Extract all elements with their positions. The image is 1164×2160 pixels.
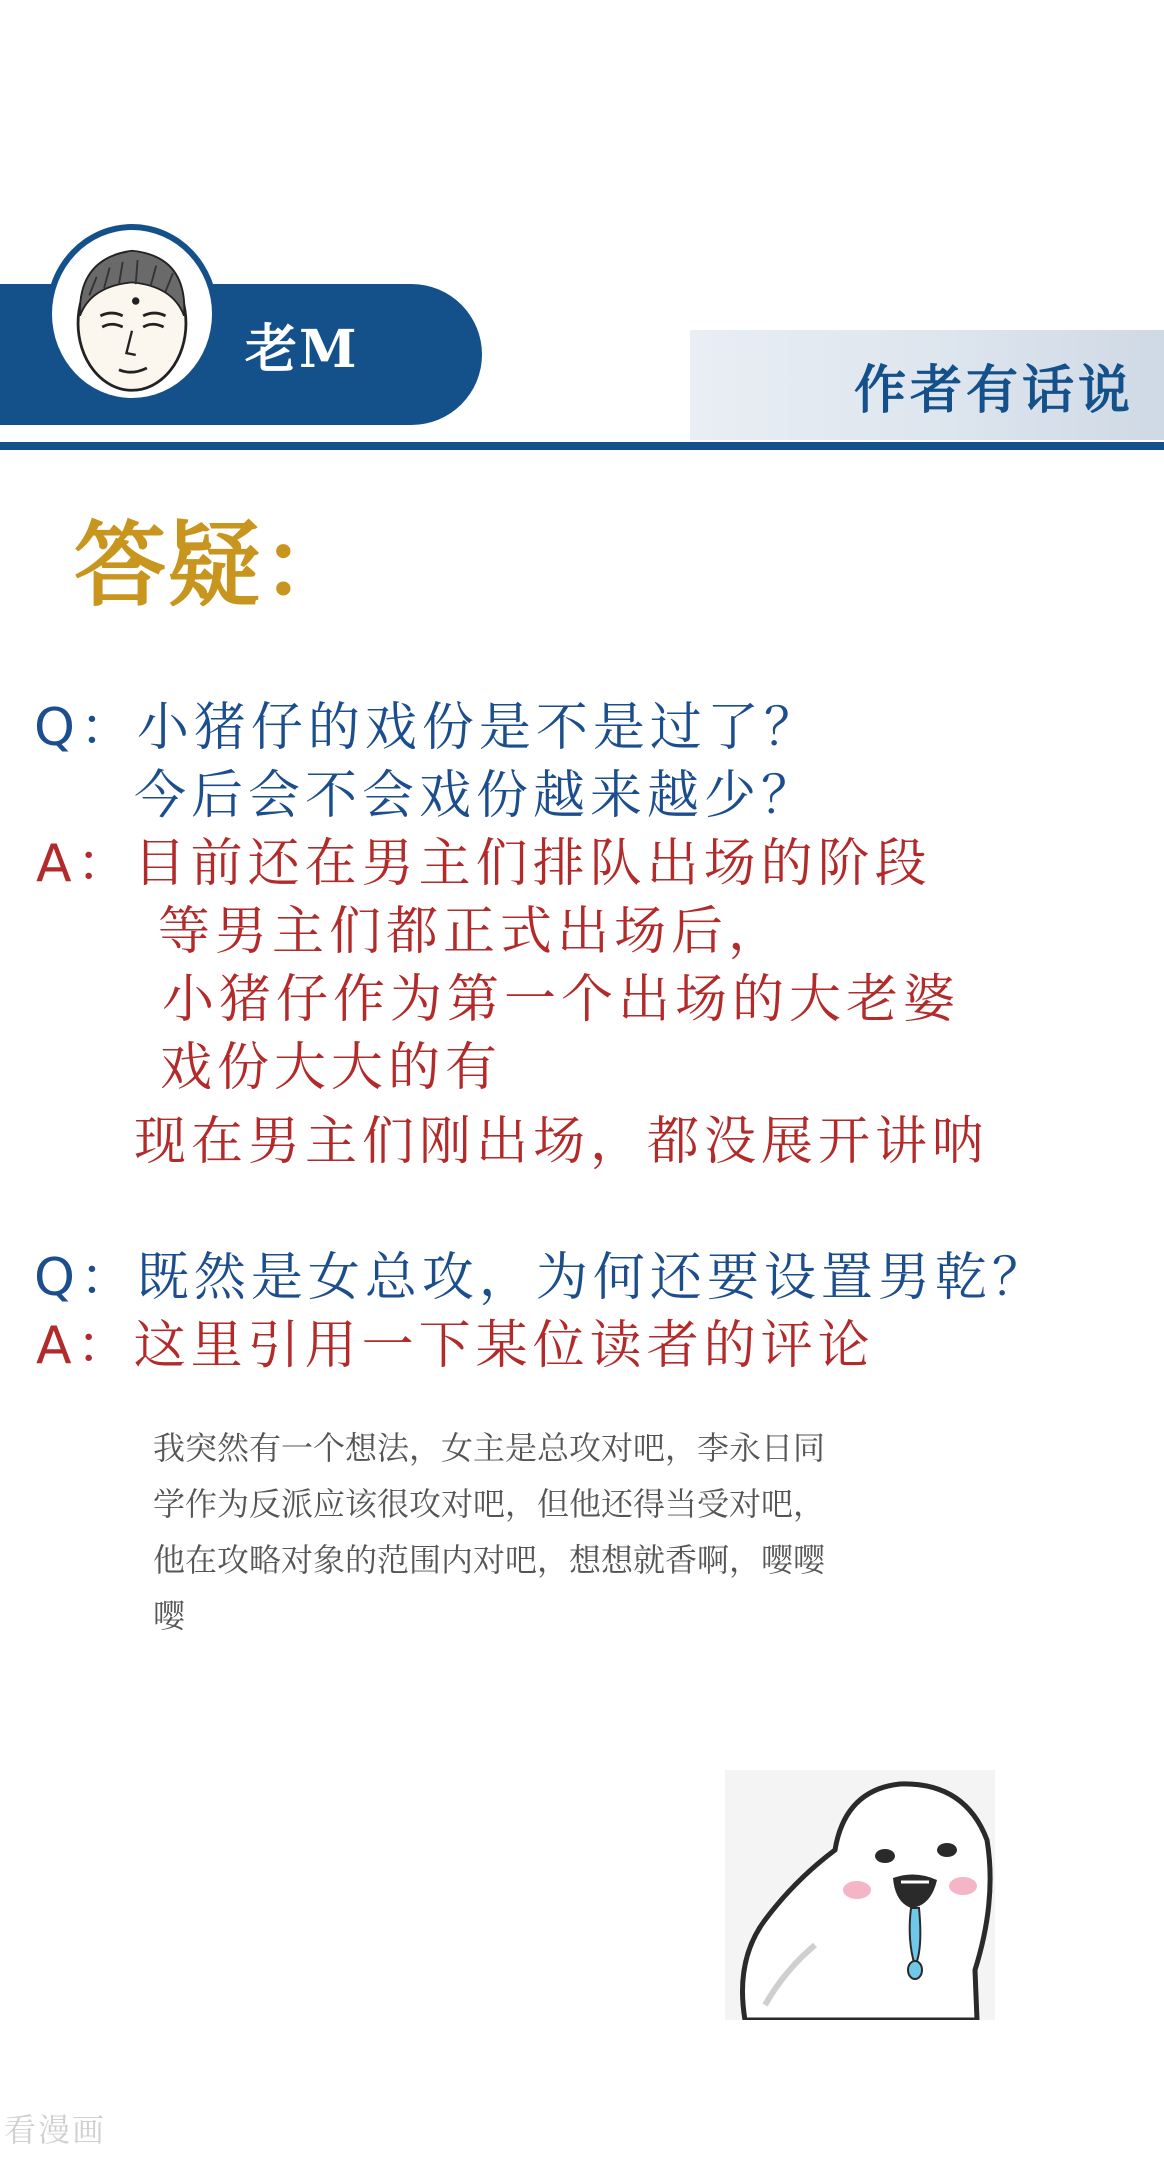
monk-face-avatar-icon	[52, 230, 212, 398]
comment-line: 嘤	[153, 1597, 186, 1635]
quoted-reader-comment	[153, 1420, 963, 1644]
header-label: 作者有话说	[853, 360, 1134, 421]
answer-2-line-1: A：这里引用一下某位读者的评论	[36, 1316, 875, 1376]
question-2-line-1: Q：既然是女总攻，为何还要设置男乾？	[34, 1248, 1049, 1308]
author-avatar	[46, 224, 218, 404]
answer-1-line-1: A：目前还在男主们排队出场的阶段	[36, 834, 932, 894]
header-divider	[0, 442, 1164, 450]
question-1-line-2: 今后会不会戏份越来越少？	[134, 766, 819, 826]
drooling-ghost-sticker-icon	[725, 1770, 995, 2020]
question-1-line-1: Q：小猪仔的戏份是不是过了？	[34, 698, 821, 758]
section-title: 答疑：	[74, 511, 357, 619]
comment-line: 学作为反派应该很攻对吧，但他还得当受对吧，	[153, 1485, 826, 1523]
drooling-ghost-sticker	[725, 1770, 995, 2020]
answer-1-line-5: 现在男主们刚出场，都没展开讲呐	[134, 1112, 990, 1172]
answer-1-line-2: 等男主们都正式出场后，	[158, 902, 786, 962]
header-label-box	[690, 330, 1164, 440]
comment-line: 他在攻略对象的范围内对吧，想想就香啊，嘤嘤	[153, 1541, 826, 1579]
author-name: 老M	[245, 319, 359, 380]
answer-1-line-3: 小猪仔作为第一个出场的大老婆	[162, 970, 961, 1030]
watermark: 看漫画	[4, 2111, 107, 2149]
answer-1-line-4: 戏份大大的有	[160, 1038, 503, 1098]
comment-line: 我突然有一个想法，女主是总攻对吧，李永日同	[153, 1429, 826, 1467]
